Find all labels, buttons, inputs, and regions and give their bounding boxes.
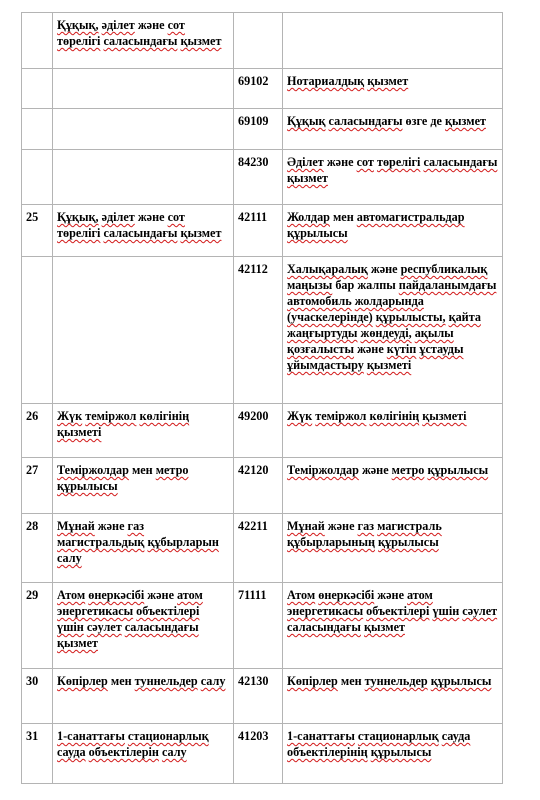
row-number-text: 28 xyxy=(26,519,39,533)
activity-description-cell xyxy=(283,458,503,514)
activity-description-text: 1-санаттағы стационарлық сауда объектілерінің құрылысы xyxy=(287,729,471,759)
row-number-cell xyxy=(22,69,53,109)
activity-name-cell xyxy=(53,69,234,109)
table-row xyxy=(22,150,503,205)
row-number-text: 26 xyxy=(26,409,39,423)
activity-description-cell xyxy=(283,257,503,404)
activity-name-cell xyxy=(53,669,234,724)
activity-name-cell xyxy=(53,724,234,784)
activity-description-cell xyxy=(283,583,503,669)
activity-name-cell xyxy=(53,13,234,69)
table-row xyxy=(22,13,503,69)
classification-table xyxy=(21,12,503,784)
activity-code-text: 42111 xyxy=(238,210,268,224)
activity-description-text: Жүк теміржол көлігінің қызметі xyxy=(287,409,467,423)
table-row xyxy=(22,69,503,109)
activity-code-text: 71111 xyxy=(238,588,267,602)
activity-code-cell xyxy=(234,257,283,404)
activity-code-cell xyxy=(234,458,283,514)
table-row xyxy=(22,257,503,404)
activity-name-text: 1-санаттағы стационарлық сауда объектілерін салу xyxy=(57,729,209,759)
activity-code-text: 49200 xyxy=(238,409,269,423)
activity-code-text: 69102 xyxy=(238,74,269,88)
activity-code-cell xyxy=(234,69,283,109)
activity-description-cell xyxy=(283,724,503,784)
row-number-cell xyxy=(22,583,53,669)
activity-code-cell xyxy=(234,13,283,69)
row-number-cell xyxy=(22,404,53,458)
activity-name-text: Атом өнеркәсібі және атом энергетикасы объектілері үшін сәулет саласындағы қызмет xyxy=(57,588,203,650)
activity-code-cell xyxy=(234,514,283,583)
activity-code-text: 42130 xyxy=(238,674,269,688)
activity-name-cell xyxy=(53,205,234,257)
activity-description-text: Нотариалдық қызмет xyxy=(287,74,409,88)
activity-name-text: Құқық, әділет және сот төрелігі саласындағы қызмет xyxy=(57,210,222,240)
activity-description-cell xyxy=(283,109,503,150)
activity-code-text: 41203 xyxy=(238,729,269,743)
row-number-cell xyxy=(22,724,53,784)
activity-name-cell xyxy=(53,458,234,514)
table-row xyxy=(22,583,503,669)
row-number-text: 31 xyxy=(26,729,39,743)
activity-name-cell xyxy=(53,583,234,669)
activity-description-cell xyxy=(283,514,503,583)
activity-code-text: 84230 xyxy=(238,155,269,169)
row-number-text: 25 xyxy=(26,210,39,224)
activity-description-cell xyxy=(283,13,503,69)
row-number-cell xyxy=(22,669,53,724)
activity-description-text: Құқық саласындағы өзге де қызмет xyxy=(287,114,486,128)
activity-code-text: 42112 xyxy=(238,262,268,276)
activity-description-text: Әділет және сот төрелігі саласындағы қызмет xyxy=(287,155,498,185)
row-number-cell xyxy=(22,13,53,69)
activity-description-text: Көпірлер мен туннельдер құрылысы xyxy=(287,674,492,688)
activity-name-cell xyxy=(53,150,234,205)
row-number-cell xyxy=(22,150,53,205)
activity-code-cell xyxy=(234,669,283,724)
activity-description-text: Халықаралық және республикалық маңызы бар жалпы пайдаланымдағы автомобиль жолдарында (учаскелерінде) құрылысты, қайта жаңғыртуды жөндеуді, ақылы қозғалысты және күтіп ұстауды ұйымдастыру қызметі xyxy=(287,262,497,372)
row-number-cell xyxy=(22,257,53,404)
activity-description-cell xyxy=(283,205,503,257)
row-number-cell xyxy=(22,514,53,583)
activity-code-cell xyxy=(234,150,283,205)
activity-name-cell xyxy=(53,109,234,150)
activity-code-cell xyxy=(234,583,283,669)
activity-code-cell xyxy=(234,404,283,458)
activity-description-cell xyxy=(283,404,503,458)
table-body xyxy=(22,13,503,784)
table-row xyxy=(22,514,503,583)
table-row xyxy=(22,404,503,458)
activity-name-cell xyxy=(53,257,234,404)
activity-description-text: Теміржолдар және метро құрылысы xyxy=(287,463,489,477)
activity-name-text: Жүк теміржол көлігінің қызметі xyxy=(57,409,190,439)
row-number-text: 27 xyxy=(26,463,39,477)
activity-name-text: Көпірлер мен туннельдер салу xyxy=(57,674,226,688)
activity-description-cell xyxy=(283,669,503,724)
table-row xyxy=(22,109,503,150)
activity-code-cell xyxy=(234,205,283,257)
activity-name-text: Теміржолдар мен метро құрылысы xyxy=(57,463,189,493)
row-number-cell xyxy=(22,109,53,150)
activity-name-cell xyxy=(53,404,234,458)
activity-description-cell xyxy=(283,69,503,109)
table-row xyxy=(22,458,503,514)
table-row xyxy=(22,205,503,257)
activity-name-text: Мұнай және газ магистральдық құбырларын салу xyxy=(57,519,219,565)
activity-description-text: Жолдар мен автомагистральдар құрылысы xyxy=(287,210,465,240)
activity-code-text: 42211 xyxy=(238,519,268,533)
activity-code-text: 69109 xyxy=(238,114,269,128)
activity-description-text: Мұнай және газ магистраль құбырларының құрылысы xyxy=(287,519,442,549)
activity-name-cell xyxy=(53,514,234,583)
row-number-cell xyxy=(22,458,53,514)
activity-description-text: Атом өнеркәсібі және атом энергетикасы объектілері үшін сәулет саласындағы қызмет xyxy=(287,588,498,634)
table-row xyxy=(22,724,503,784)
activity-code-text: 42120 xyxy=(238,463,269,477)
table-row xyxy=(22,669,503,724)
row-number-text: 30 xyxy=(26,674,39,688)
activity-description-cell xyxy=(283,150,503,205)
activity-code-cell xyxy=(234,724,283,784)
activity-code-cell xyxy=(234,109,283,150)
row-number-text: 29 xyxy=(26,588,39,602)
row-number-cell xyxy=(22,205,53,257)
activity-name-text: Құқық, әділет және сот төрелігі саласындағы қызмет xyxy=(57,18,222,48)
